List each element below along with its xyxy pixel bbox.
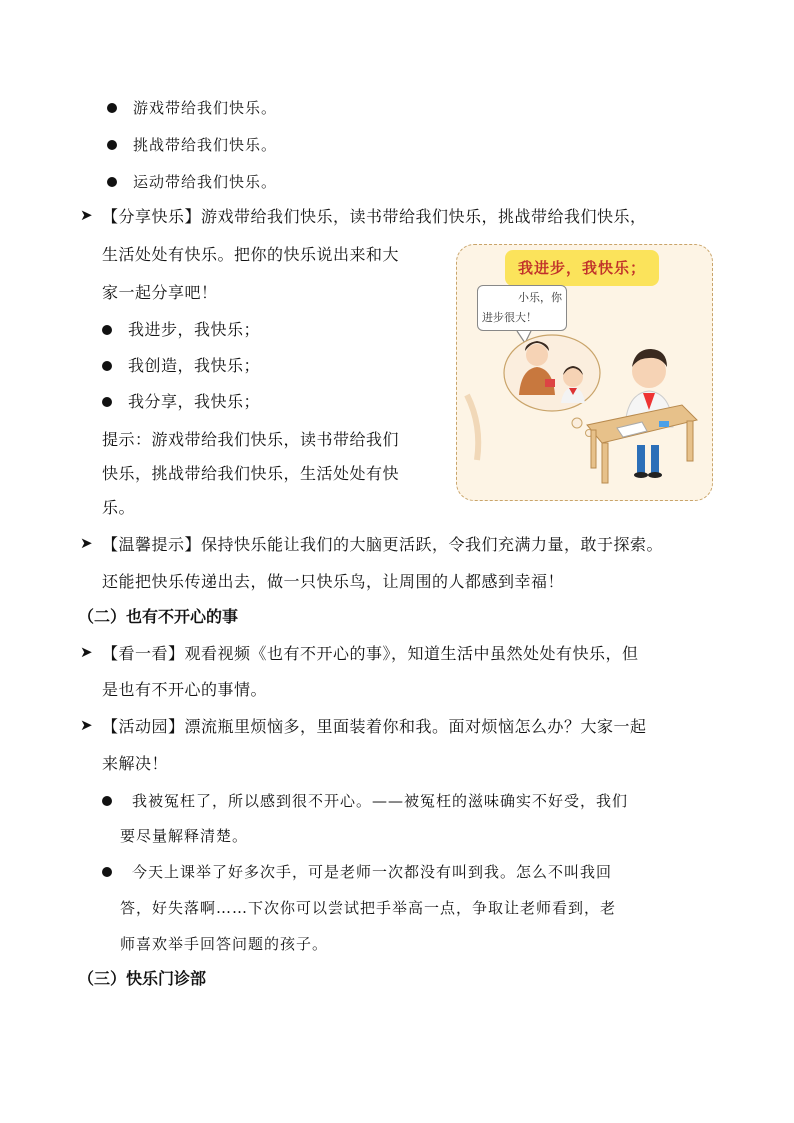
tip-line-2: 还能把快乐传递出去，做一只快乐鸟，让周围的人都感到幸福！ <box>102 572 565 591</box>
arrow-bullet-icon: ➤ <box>80 643 93 661</box>
intro-bullet-3: 运动带给我们快乐。 <box>133 173 278 191</box>
speech-line-2: 进步很大！ <box>482 311 537 324</box>
bullet-dot <box>102 397 112 407</box>
hint-line-1: 提示：游戏带给我们快乐，读书带给我们 <box>102 430 400 449</box>
share-line-1: 【分享快乐】游戏带给我们快乐，读书带给我们快乐，挑战带给我们快乐， <box>102 207 647 226</box>
illustration-card <box>456 244 713 501</box>
bullet-dot <box>102 361 112 371</box>
activity-line-2: 来解决！ <box>102 754 169 773</box>
bullet-dot <box>102 325 112 335</box>
problem-2-line-3: 师喜欢举手回答问题的孩子。 <box>120 935 329 953</box>
problem-2-line-1: 今天上课举了好多次手，可是老师一次都没有叫到我。怎么不叫我回 <box>132 863 613 881</box>
illustration-drawing <box>457 245 712 500</box>
share-line-3: 家一起分享吧！ <box>102 283 218 302</box>
intro-bullet-2: 挑战带给我们快乐。 <box>133 136 278 154</box>
section-3-heading: （三）快乐门诊部 <box>78 969 207 988</box>
watch-line-2: 是也有不开心的事情。 <box>102 680 268 699</box>
hint-line-2: 快乐，挑战带给我们快乐，生活处处有快 <box>102 464 400 483</box>
share-bullet-2: 我创造，我快乐； <box>128 356 261 375</box>
share-bullet-3: 我分享，我快乐； <box>128 392 261 411</box>
watch-line-1: 【看一看】观看视频《也有不开心的事》，知道生活中虽然处处有快乐，但 <box>102 644 639 663</box>
problem-2-line-2: 答，好失落啊……下次你可以尝试把手举高一点，争取让老师看到，老 <box>120 899 617 917</box>
section-2-heading: （二）也有不开心的事 <box>78 607 239 626</box>
share-bullet-1: 我进步，我快乐； <box>128 320 261 339</box>
speech-line-1: 小乐，你 <box>518 291 562 304</box>
thought-cloud <box>504 335 600 411</box>
illustration-title: 我进步，我快乐； <box>505 250 659 286</box>
share-line-2: 生活处处有快乐。把你的快乐说出来和大 <box>102 245 400 264</box>
activity-line-1: 【活动园】漂流瓶里烦恼多，里面装着你和我。面对烦恼怎么办？大家一起 <box>102 717 647 736</box>
intro-bullet-1: 游戏带给我们快乐。 <box>133 99 278 117</box>
bullet-dot <box>102 867 112 877</box>
problem-1-line-1: 我被冤枉了，所以感到很不开心。——被冤枉的滋味确实不好受，我们 <box>132 792 629 810</box>
hint-line-3: 乐。 <box>102 498 136 517</box>
arrow-bullet-icon: ➤ <box>80 534 93 552</box>
problem-1-line-2: 要尽量解释清楚。 <box>120 827 249 845</box>
tip-line-1: 【温馨提示】保持快乐能让我们的大脑更活跃，令我们充满力量，敢于探索。 <box>102 535 664 554</box>
bullet-dot <box>107 177 117 187</box>
arrow-bullet-icon: ➤ <box>80 716 93 734</box>
bullet-dot <box>107 103 117 113</box>
arrow-bullet-icon: ➤ <box>80 206 93 224</box>
bullet-dot <box>107 140 117 150</box>
bullet-dot <box>102 796 112 806</box>
